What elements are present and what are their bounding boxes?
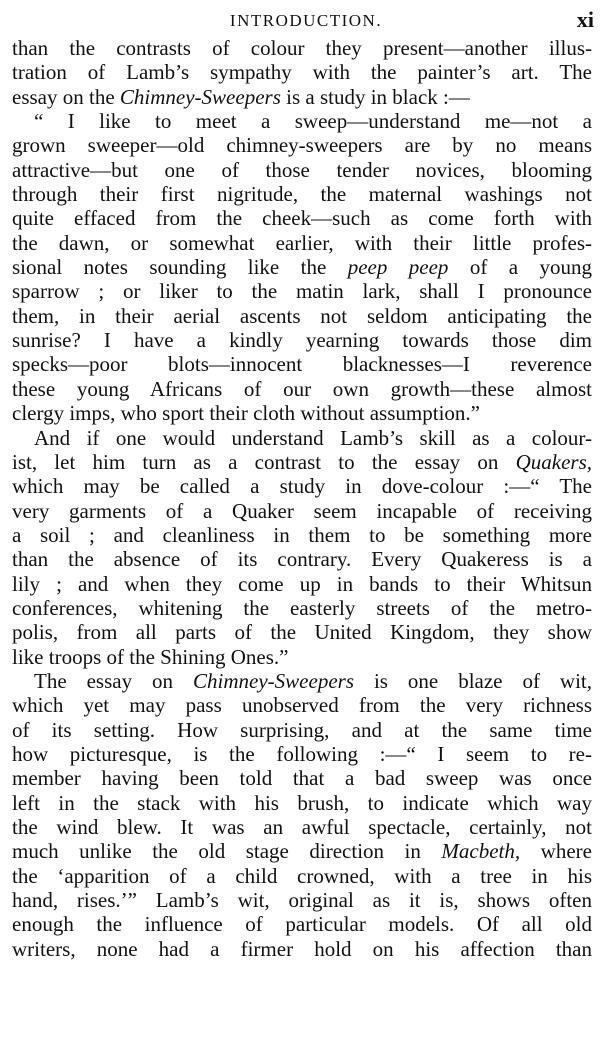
text-line: the dawn, or somewhat earlier, with their little profes- [12, 230, 592, 255]
italic-title: Macbeth, [441, 839, 521, 864]
text-line: the ‘apparition of a child crowned, with a tree in his [12, 863, 592, 888]
text-line: tration of Lamb’s sympathy with the painter’s art. The [12, 60, 592, 85]
text-line: sunrise? I have a kindly yearning towards those dim [12, 328, 592, 353]
text-line: writers, none had a firmer hold on his affection than [12, 936, 592, 961]
text-line: specks—poor blots—innocent blacknesses—I reverence [12, 352, 592, 377]
text-line [12, 839, 592, 863]
italic-title: Chimney-Sweepers [193, 668, 354, 693]
text-line: And if one would understand Lamb’s skill as a colour- [34, 425, 592, 450]
italic-title: Quakers, [515, 449, 592, 474]
text-line: lily ; and when they come up in bands to their Whitsun [12, 571, 592, 596]
text-line: of its setting. How surprising, and at the same time [12, 717, 592, 742]
text-line: a soil ; and cleanliness in them to be something more [12, 522, 592, 547]
text-line: the wind blew. It was an awful spectacle, certainly, not [12, 815, 592, 839]
text-line [12, 85, 592, 109]
text-line: enough the influence of particular models. Of all old [12, 912, 592, 937]
text-line: grown sweeper—old chimney-sweepers are by no means [12, 133, 592, 158]
text-line: attractive—but one of those tender novices, blooming [12, 157, 592, 182]
text-segment: is one blaze of wit, [354, 668, 593, 693]
text-line: very garments of a Quaker seem incapable of receiving [12, 498, 592, 523]
page-header [14, 8, 598, 34]
text-line [12, 255, 592, 279]
text-line: like troops of the Shining Ones.” [12, 644, 289, 669]
page-number: xi [576, 7, 594, 32]
text-line: member having been told that a bad sweep was once [12, 766, 592, 791]
text-line: them, in their aerial ascents not seldom anticipating the [12, 303, 592, 328]
italic-title: Chimney-Sweepers [119, 84, 281, 109]
text-line: through their first nigritude, the maternal washings not [12, 182, 592, 207]
text-line: “ I like to meet a sweep—understand me—not a [34, 109, 592, 134]
text-segment: ist, let him turn as a contrast to the essay on [12, 449, 516, 474]
text-segment: essay on the [12, 84, 120, 109]
text-line: sparrow ; or liker to the matin lark, shall I pronounce [12, 279, 592, 304]
text-line: which yet may pass unobserved from the very richness [12, 693, 592, 718]
body-text [12, 36, 592, 961]
text-line: than the contrasts of colour they present—another illus- [12, 36, 592, 60]
text-line [12, 669, 592, 693]
text-segment: sional notes sounding like the [12, 255, 348, 280]
text-segment: where [520, 839, 592, 864]
text-line: clergy imps, who sport their cloth without assumption.” [12, 401, 480, 426]
text-line: polis, from all parts of the United Kingdom, they show [12, 620, 592, 645]
text-line: quite effaced from the cheek—such as come forth with [12, 206, 592, 231]
text-line: than the absence of its contrary. Every Quakeress is a [12, 547, 592, 572]
text-segment: much unlike the old stage direction in [12, 839, 442, 864]
text-segment: The essay on [34, 668, 194, 693]
text-line: how picturesque, is the following :—“ I seem to re- [12, 741, 592, 766]
text-segment: is a study in black :— [280, 84, 470, 109]
text-line [12, 450, 592, 474]
text-line: these young Africans of our own growth—these almost [12, 376, 592, 401]
text-line: left in the stack with his brush, to indicate which way [12, 790, 592, 815]
text-line: hand, rises.’” Lamb’s wit, original as it is, shows often [12, 888, 592, 913]
text-segment: of a young [448, 255, 592, 280]
text-line: conferences, whitening the easterly streets of the metro- [12, 595, 592, 620]
text-line: which may be called a study in dove-colour :—“ The [12, 474, 592, 499]
italic-title: peep peep [347, 255, 449, 280]
running-head: INTRODUCTION. [229, 11, 383, 30]
